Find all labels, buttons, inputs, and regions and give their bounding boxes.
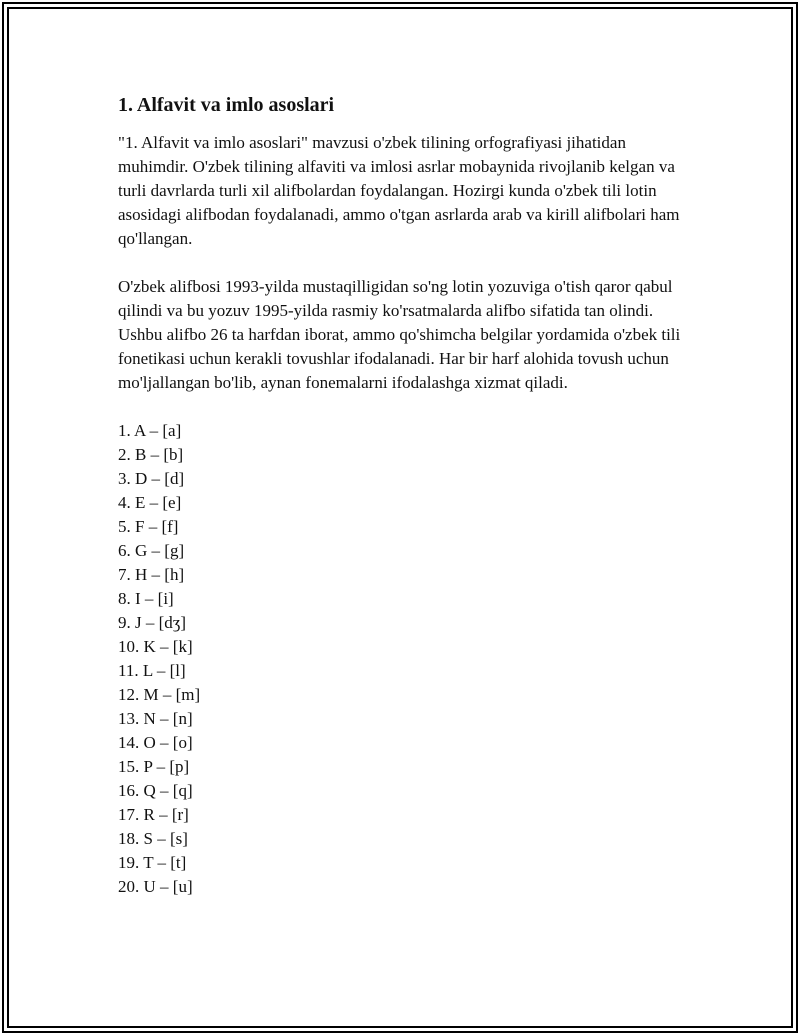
list-item: 17. R – [r] — [118, 805, 189, 824]
list-item: 18. S – [s] — [118, 829, 188, 848]
alphabet-history-paragraph: O'zbek alifbosi 1993-yilda mustaqilligidan so'ng lotin yozuviga o'tish qaror qabul qilindi va bu yozuv 1995-yilda rasmiy ko'rsatmalarda alifbo sifatida tan olindi. Ushbu alifbo 26 ta harfdan iborat, ammo qo'shimcha belgilar yordamida o'zbek tili fonetikasi uchun kerakli tovushlar ifodalanadi. Har bir harf alohida tovush uchun mo'ljallangan bo'lib, aynan fonemalarni ifodalashga xizmat qiladi. — [118, 277, 681, 392]
list-item: 7. H – [h] — [118, 565, 185, 584]
list-item: 9. J – [dʒ] — [118, 613, 186, 632]
document-body — [118, 91, 698, 899]
list-item: 11. L – [l] — [118, 661, 186, 680]
list-item: 20. U – [u] — [118, 877, 193, 896]
list-item: 1. A – [a] — [118, 421, 182, 440]
list-item: 15. P – [p] — [118, 757, 190, 776]
section-heading: 1. Alfavit va imlo asoslari — [118, 94, 335, 116]
list-item: 16. Q – [q] — [118, 781, 193, 800]
list-item: 5. F – [f] — [118, 517, 179, 536]
list-item: 12. M – [m] — [118, 685, 201, 704]
list-item: 10. K – [k] — [118, 637, 193, 656]
list-item: 3. D – [d] — [118, 469, 185, 488]
list-item: 19. T – [t] — [118, 853, 187, 872]
list-item: 13. N – [n] — [118, 709, 193, 728]
list-item: 6. G – [g] — [118, 541, 185, 560]
alphabet-list — [118, 419, 698, 899]
intro-paragraph: "1. Alfavit va imlo asoslari" mavzusi o'zbek tilining orfografiyasi jihatidan muhimdir. O'zbek tilining alfaviti va imlosi asrlar mobaynida rivojlanib kelgan va turli davrlarda turli xil alifbolardan foydalangan. Hozirgi kunda o'zbek tili lotin asosidagi alifbodan foydalanadi, ammo o'tgan asrlarda arab va kirill alifbolari ham qo'llangan. — [118, 133, 680, 248]
list-item: 14. O – [o] — [118, 733, 193, 752]
list-item: 2. B – [b] — [118, 445, 184, 464]
list-item: 4. E – [e] — [118, 493, 182, 512]
list-item: 8. I – [i] — [118, 589, 174, 608]
